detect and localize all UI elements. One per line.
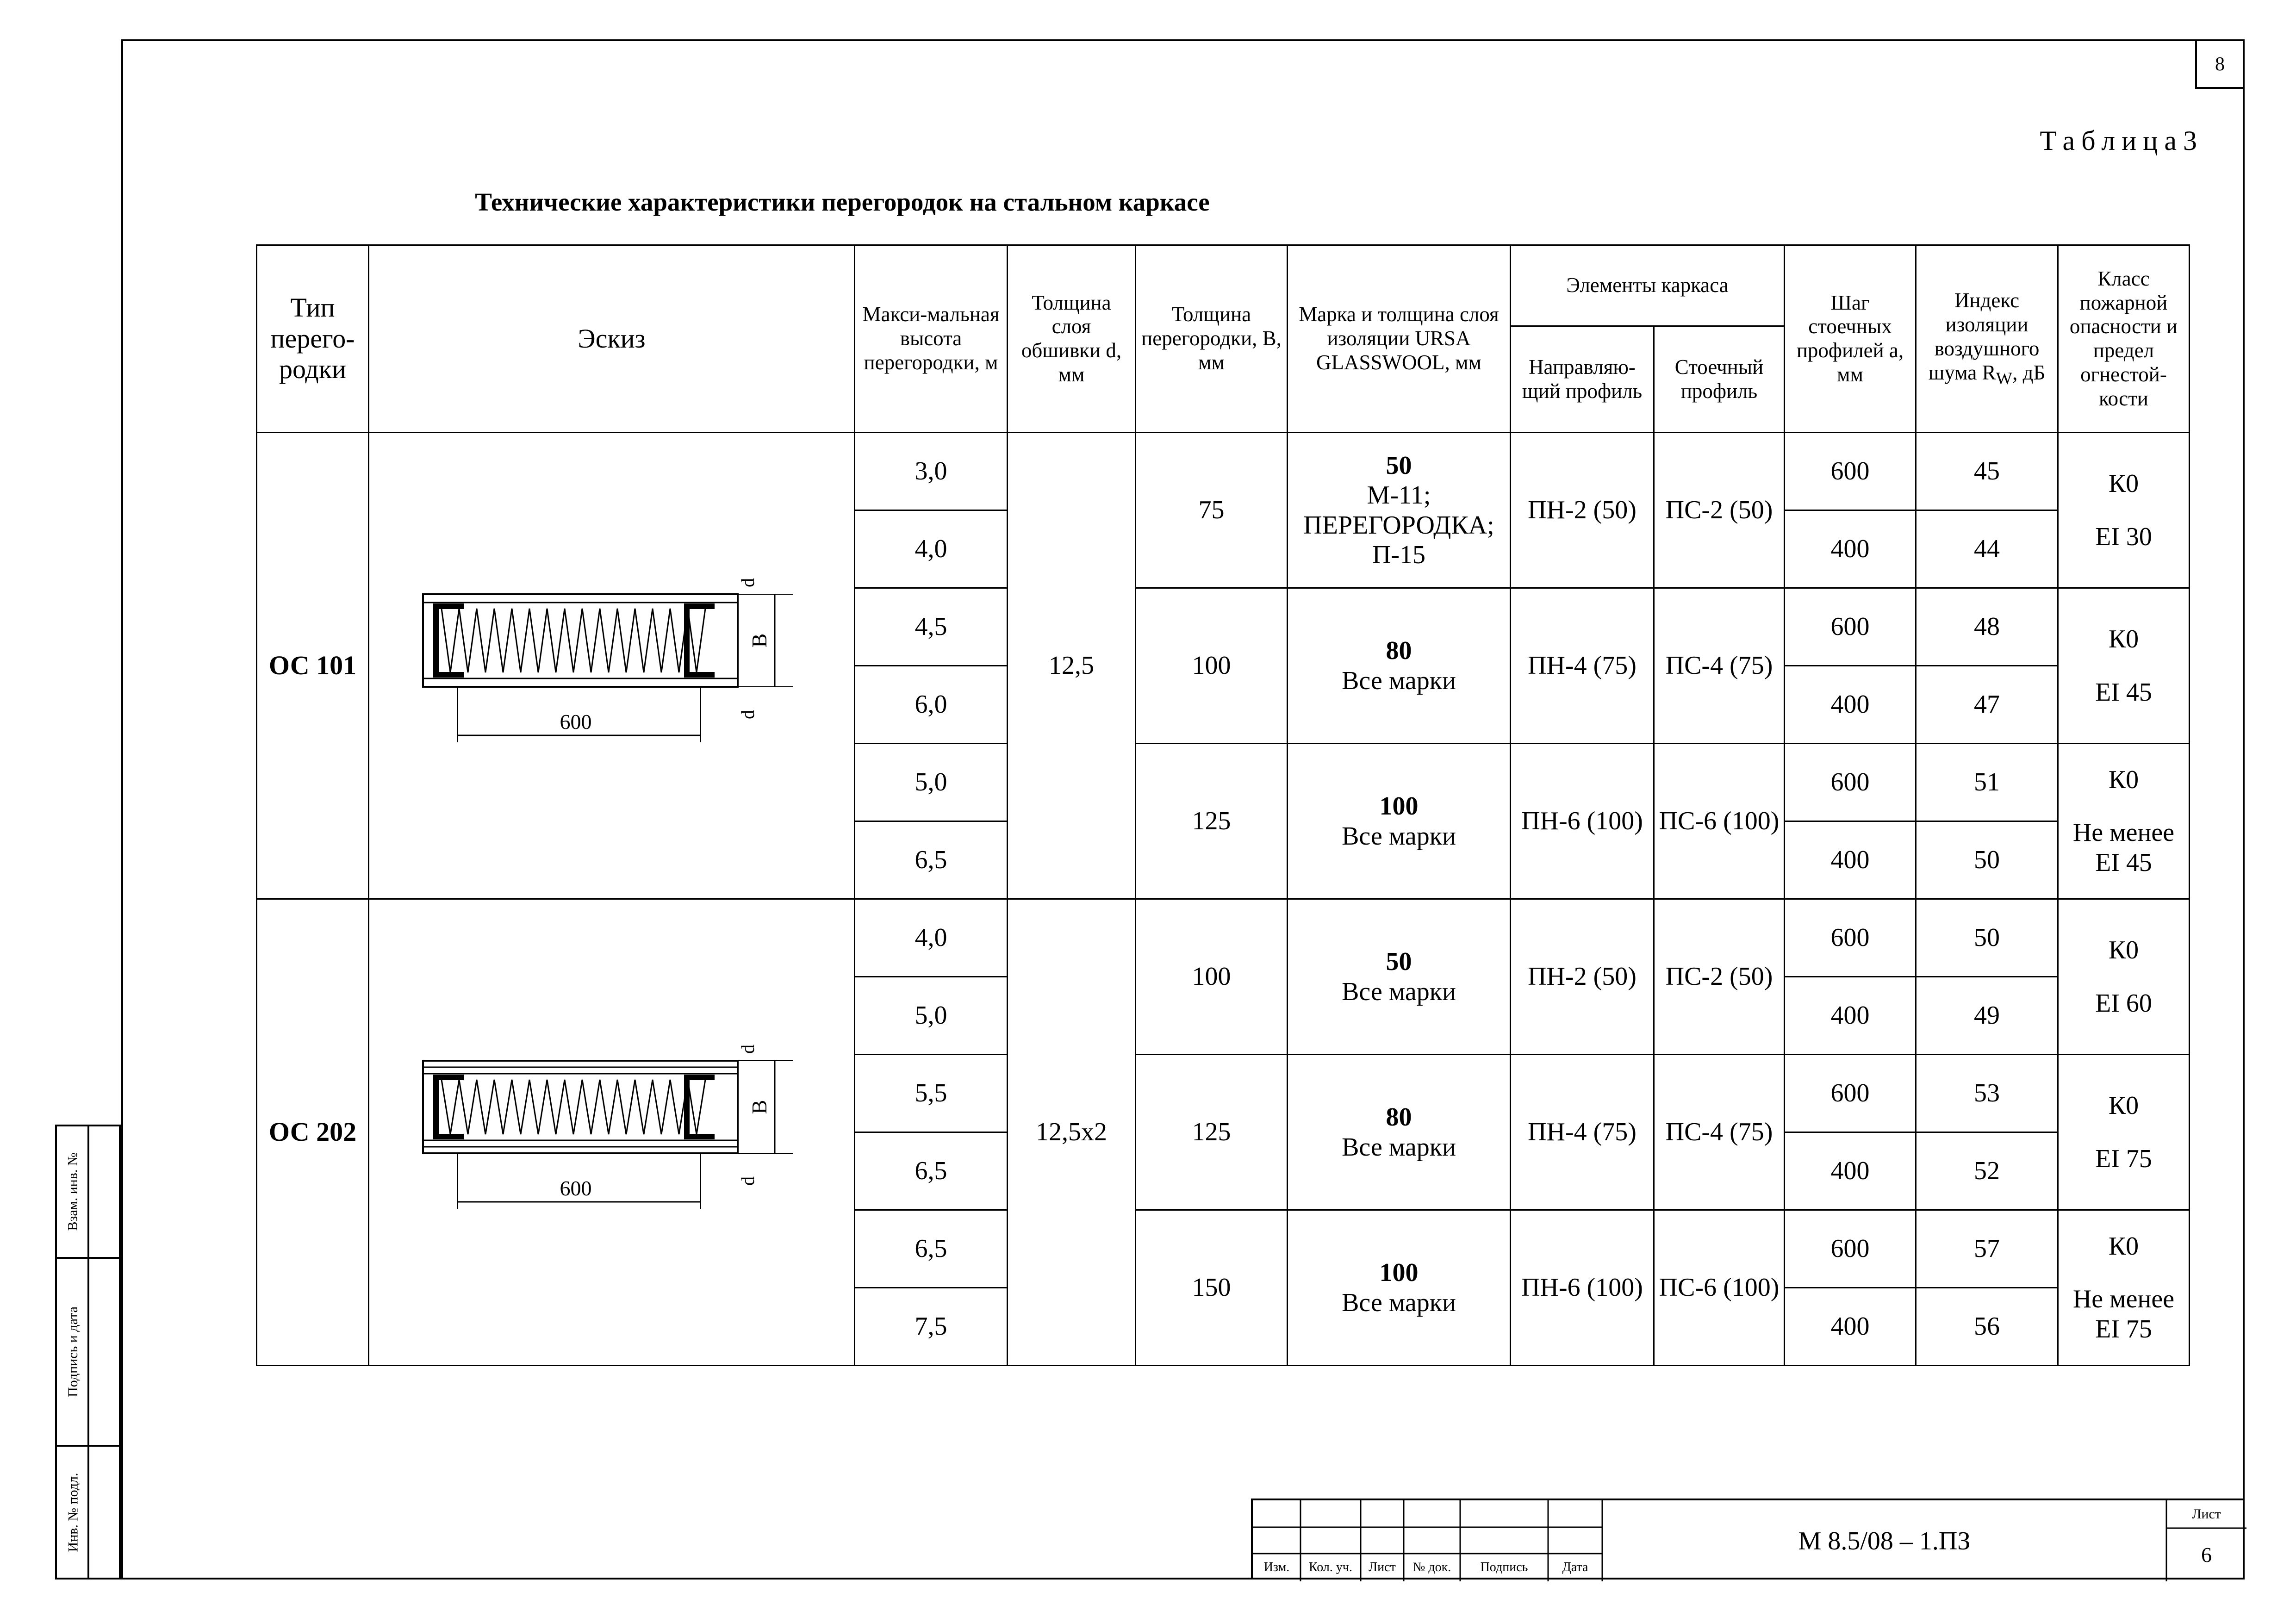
insulation-cell [1288, 433, 1511, 588]
insulation-zigzag [442, 609, 705, 672]
fire-resistance: EI 60 [2095, 989, 2152, 1018]
pitch-cell: 400 [1785, 1288, 1916, 1366]
document-title: Технические характеристики перегородок на стальном каркасе [475, 188, 1210, 216]
stamp-podpis [55, 1257, 121, 1447]
dimension-label: 600 [560, 709, 592, 734]
pitch-cell: 600 [1785, 744, 1916, 821]
max-height-cell: 4,0 [855, 510, 1008, 588]
pitch-cell: 600 [1785, 1055, 1916, 1132]
fire-class: К0 [2108, 1091, 2139, 1120]
header-cladding: Толщина слоя обшивки d, мм [1008, 245, 1136, 433]
title-block-col-label: Изм. [1263, 1560, 1290, 1574]
fire-class: К0 [2108, 625, 2139, 654]
header-noise-prefix: Индекс изоляции воздушного шума R [1928, 289, 2040, 384]
pitch-cell: 600 [1785, 433, 1916, 510]
insulation-cell [1288, 1055, 1511, 1210]
header-pitch: Шаг стоечных профилей а, мм [1785, 245, 1916, 433]
fire-class-cell [2058, 1055, 2190, 1210]
stamp-vzam-label: Взам. инв. № [65, 1152, 81, 1231]
fire-class: К0 [2108, 1231, 2139, 1261]
dim-d-label-bottom: d [737, 709, 758, 719]
thickness-cell: 150 [1136, 1210, 1288, 1366]
insulation-thickness: 50 [1386, 451, 1412, 480]
max-height-cell: 5,0 [855, 744, 1008, 821]
guide-profile-cell: ПН-6 (100) [1511, 1210, 1654, 1366]
title-block-col-label: Лист [1369, 1560, 1396, 1574]
title-block-col-label: Дата [1562, 1560, 1588, 1574]
pitch-cell: 400 [1785, 821, 1916, 899]
sketch-drawing [372, 901, 858, 1364]
header-noise-sub: W [1996, 369, 2013, 388]
insulation-thickness: 80 [1386, 636, 1412, 665]
noise-index-cell: 50 [1916, 899, 2058, 977]
insulation-brand: Все марки [1342, 666, 1456, 695]
page-number: 8 [2195, 39, 2245, 89]
thickness-cell: 100 [1136, 899, 1288, 1055]
partition-sketch [369, 899, 855, 1366]
dim-d-label-top: d [737, 1044, 758, 1054]
pitch-cell: 400 [1785, 1132, 1916, 1210]
insulation-brand: М-11; ПЕРЕГОРОДКА; П-15 [1303, 481, 1494, 569]
header-frame: Элементы каркаса [1511, 245, 1785, 326]
insulation-brand: Все марки [1342, 977, 1456, 1006]
header-thickness: Толщина перегородки, B, мм [1136, 245, 1288, 433]
header-noise-suffix: , дБ [2012, 361, 2046, 384]
fire-resistance: EI 30 [2095, 522, 2152, 551]
insulation-thickness: 100 [1379, 1258, 1419, 1287]
table-row [257, 433, 2190, 510]
max-height-cell: 5,0 [855, 977, 1008, 1055]
insulation-thickness: 50 [1386, 947, 1412, 976]
sheet-number: 6 [2201, 1543, 2212, 1567]
insulation-brand: Все марки [1342, 1132, 1456, 1162]
stud-profile-cell: ПС-6 (100) [1654, 744, 1785, 899]
cladding-cell: 12,5x2 [1008, 899, 1136, 1366]
guide-profile-cell: ПН-6 (100) [1511, 744, 1654, 899]
dim-b-label: B [747, 633, 771, 647]
noise-index-cell: 51 [1916, 744, 2058, 821]
noise-index-cell: 52 [1916, 1132, 2058, 1210]
fire-class-cell [2058, 744, 2190, 899]
dimension-label: 600 [560, 1176, 592, 1200]
fire-resistance: EI 45 [2095, 678, 2152, 707]
max-height-cell: 5,5 [855, 1055, 1008, 1132]
thickness-cell: 125 [1136, 1055, 1288, 1210]
table-row [257, 899, 2190, 977]
header-max-height: Макси-мальная высота перегородки, м [855, 245, 1008, 433]
cladding-cell: 12,5 [1008, 433, 1136, 899]
pitch-cell: 600 [1785, 1210, 1916, 1288]
noise-index-cell: 44 [1916, 510, 2058, 588]
noise-index-cell: 48 [1916, 588, 2058, 666]
fire-class-cell [2058, 899, 2190, 1055]
stud-profile-cell: ПС-2 (50) [1654, 899, 1785, 1055]
fire-class: К0 [2108, 469, 2139, 498]
pitch-cell: 400 [1785, 977, 1916, 1055]
max-height-cell: 6,0 [855, 666, 1008, 744]
noise-index-cell: 57 [1916, 1210, 2058, 1288]
insulation-cell [1288, 744, 1511, 899]
thickness-cell: 125 [1136, 744, 1288, 899]
fire-class: К0 [2108, 765, 2139, 794]
max-height-cell: 4,0 [855, 899, 1008, 977]
fire-class-cell [2058, 433, 2190, 588]
document-code: М 8.5/08 – 1.ПЗ [1798, 1526, 1971, 1555]
specs-table [256, 244, 2190, 1366]
header-fire: Класс пожарной опасности и предел огнестой-кости [2058, 245, 2190, 433]
fire-resistance: Не менее EI 45 [2072, 818, 2175, 877]
header-noise [1916, 245, 2058, 433]
stud-profile-cell: ПС-2 (50) [1654, 433, 1785, 588]
fire-resistance: EI 75 [2095, 1144, 2152, 1173]
noise-index-cell: 56 [1916, 1288, 2058, 1366]
stud-profile-cell: ПС-4 (75) [1654, 588, 1785, 744]
fire-class: К0 [2108, 936, 2139, 965]
max-height-cell: 4,5 [855, 588, 1008, 666]
sketch-drawing [372, 435, 858, 897]
thickness-cell: 100 [1136, 588, 1288, 744]
partition-type: ОС 101 [257, 433, 369, 899]
noise-index-cell: 50 [1916, 821, 2058, 899]
stamp-inv-label: Инв. № подл. [65, 1473, 81, 1552]
insulation-brand: Все марки [1342, 1288, 1456, 1317]
insulation-thickness: 100 [1379, 792, 1419, 821]
max-height-cell: 6,5 [855, 1132, 1008, 1210]
title-block-col-label: Кол. уч. [1309, 1560, 1352, 1574]
stamp-podpis-label: Подпись и дата [65, 1306, 81, 1397]
table-label: Таблица3 [2040, 125, 2203, 156]
pitch-cell: 400 [1785, 510, 1916, 588]
header-type: Тип перего-родки [257, 245, 369, 433]
noise-index-cell: 49 [1916, 977, 2058, 1055]
thickness-cell: 75 [1136, 433, 1288, 588]
stud-profile-cell: ПС-4 (75) [1654, 1055, 1785, 1210]
guide-profile-cell: ПН-2 (50) [1511, 899, 1654, 1055]
dim-d-label-top: d [737, 578, 758, 587]
max-height-cell: 6,5 [855, 1210, 1008, 1288]
fire-class-cell [2058, 588, 2190, 744]
insulation-cell [1288, 1210, 1511, 1366]
noise-index-cell: 45 [1916, 433, 2058, 510]
max-height-cell: 6,5 [855, 821, 1008, 899]
header-insulation: Марка и толщина слоя изоляции URSA GLASSWOOL, мм [1288, 245, 1511, 433]
sheet-label: Лист [2192, 1506, 2221, 1522]
fire-class-cell [2058, 1210, 2190, 1366]
title-block-col-label: Подпись [1480, 1560, 1528, 1574]
stamp-inv [55, 1445, 121, 1579]
dim-b-label: B [747, 1100, 771, 1114]
title-block-col-label: № док. [1412, 1560, 1451, 1574]
pitch-cell: 600 [1785, 588, 1916, 666]
pitch-cell: 400 [1785, 666, 1916, 744]
header-guide: Направляю-щий профиль [1511, 326, 1654, 433]
header-stud: Стоечный профиль [1654, 326, 1785, 433]
insulation-cell [1288, 899, 1511, 1055]
fire-resistance: Не менее EI 75 [2072, 1285, 2175, 1343]
title-block [1251, 1499, 2245, 1579]
insulation-thickness: 80 [1386, 1103, 1412, 1132]
guide-profile-cell: ПН-4 (75) [1511, 1055, 1654, 1210]
header-sketch: Эскиз [369, 245, 855, 433]
guide-profile-cell: ПН-2 (50) [1511, 433, 1654, 588]
dim-d-label-bottom: d [737, 1176, 758, 1186]
guide-profile-cell: ПН-4 (75) [1511, 588, 1654, 744]
noise-index-cell: 47 [1916, 666, 2058, 744]
partition-type: ОС 202 [257, 899, 369, 1366]
insulation-brand: Все марки [1342, 821, 1456, 851]
pitch-cell: 600 [1785, 899, 1916, 977]
noise-index-cell: 53 [1916, 1055, 2058, 1132]
partition-sketch [369, 433, 855, 899]
max-height-cell: 7,5 [855, 1288, 1008, 1366]
max-height-cell: 3,0 [855, 433, 1008, 510]
insulation-zigzag [442, 1080, 705, 1134]
insulation-cell [1288, 588, 1511, 744]
stud-profile-cell: ПС-6 (100) [1654, 1210, 1785, 1366]
stamp-vzam [55, 1125, 121, 1259]
